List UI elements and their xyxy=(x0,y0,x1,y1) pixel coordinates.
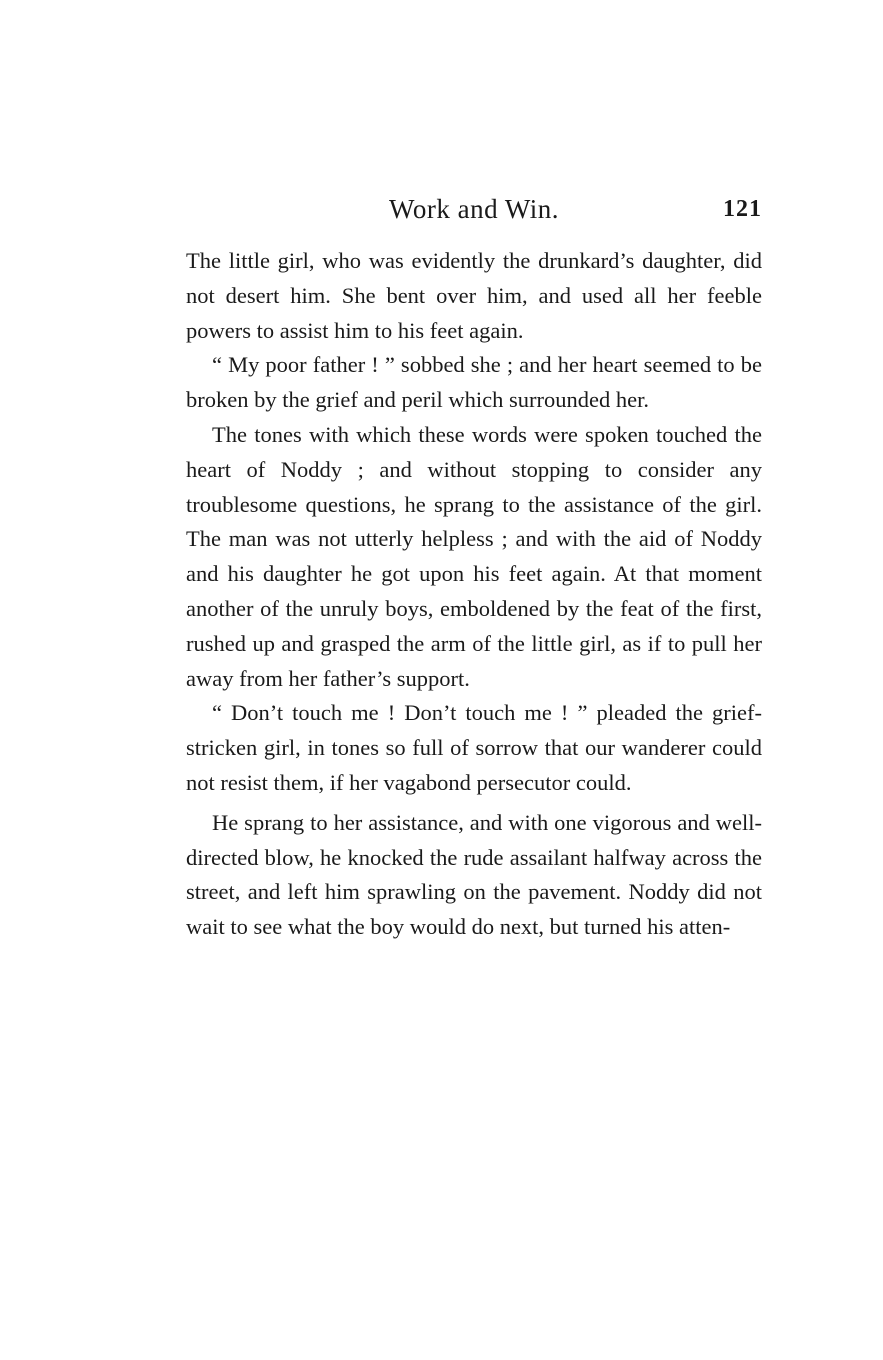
running-head xyxy=(186,194,762,230)
paragraph-5: He sprang to her assistance, and with one vigorous and well-directed blow, he knocked the rude assailant halfway across the street, and left him sprawling on the pavement. Noddy did not wait to see what the boy would do next, but turned his atten- xyxy=(186,809,762,940)
running-title: Work and Win. xyxy=(389,194,559,224)
body-text xyxy=(186,244,762,945)
paragraph-3: The tones with which these words were spoken touched the heart of Noddy ; and without stopping to consider any troublesome questions, he sprang to the assistance of the girl. The man was not utterly helpless ; and with the aid of Noddy and his daughter he got upon his feet again. At that moment another of the unruly boys, emboldened by the feat of the first, rushed up and grasped the arm of the little girl, as if to pull her away from her father’s support. xyxy=(186,421,762,691)
paragraph-2: “ My poor father ! ” sobbed she ; and her heart seemed to be broken by the grief and peril which surrounded her. xyxy=(186,352,762,413)
paragraph-4: “ Don’t touch me ! Don’t touch me ! ” pleaded the grief-stricken girl, in tones so full of sorrow that our wanderer could not resist them, if her vagabond persecutor could. xyxy=(186,700,762,795)
page-number: 121 xyxy=(723,196,762,222)
paragraph-1: The little girl, who was evidently the drunkard’s daughter, did not desert him. She bent over him, and used all her feeble powers to assist him to his feet again. xyxy=(186,248,762,343)
